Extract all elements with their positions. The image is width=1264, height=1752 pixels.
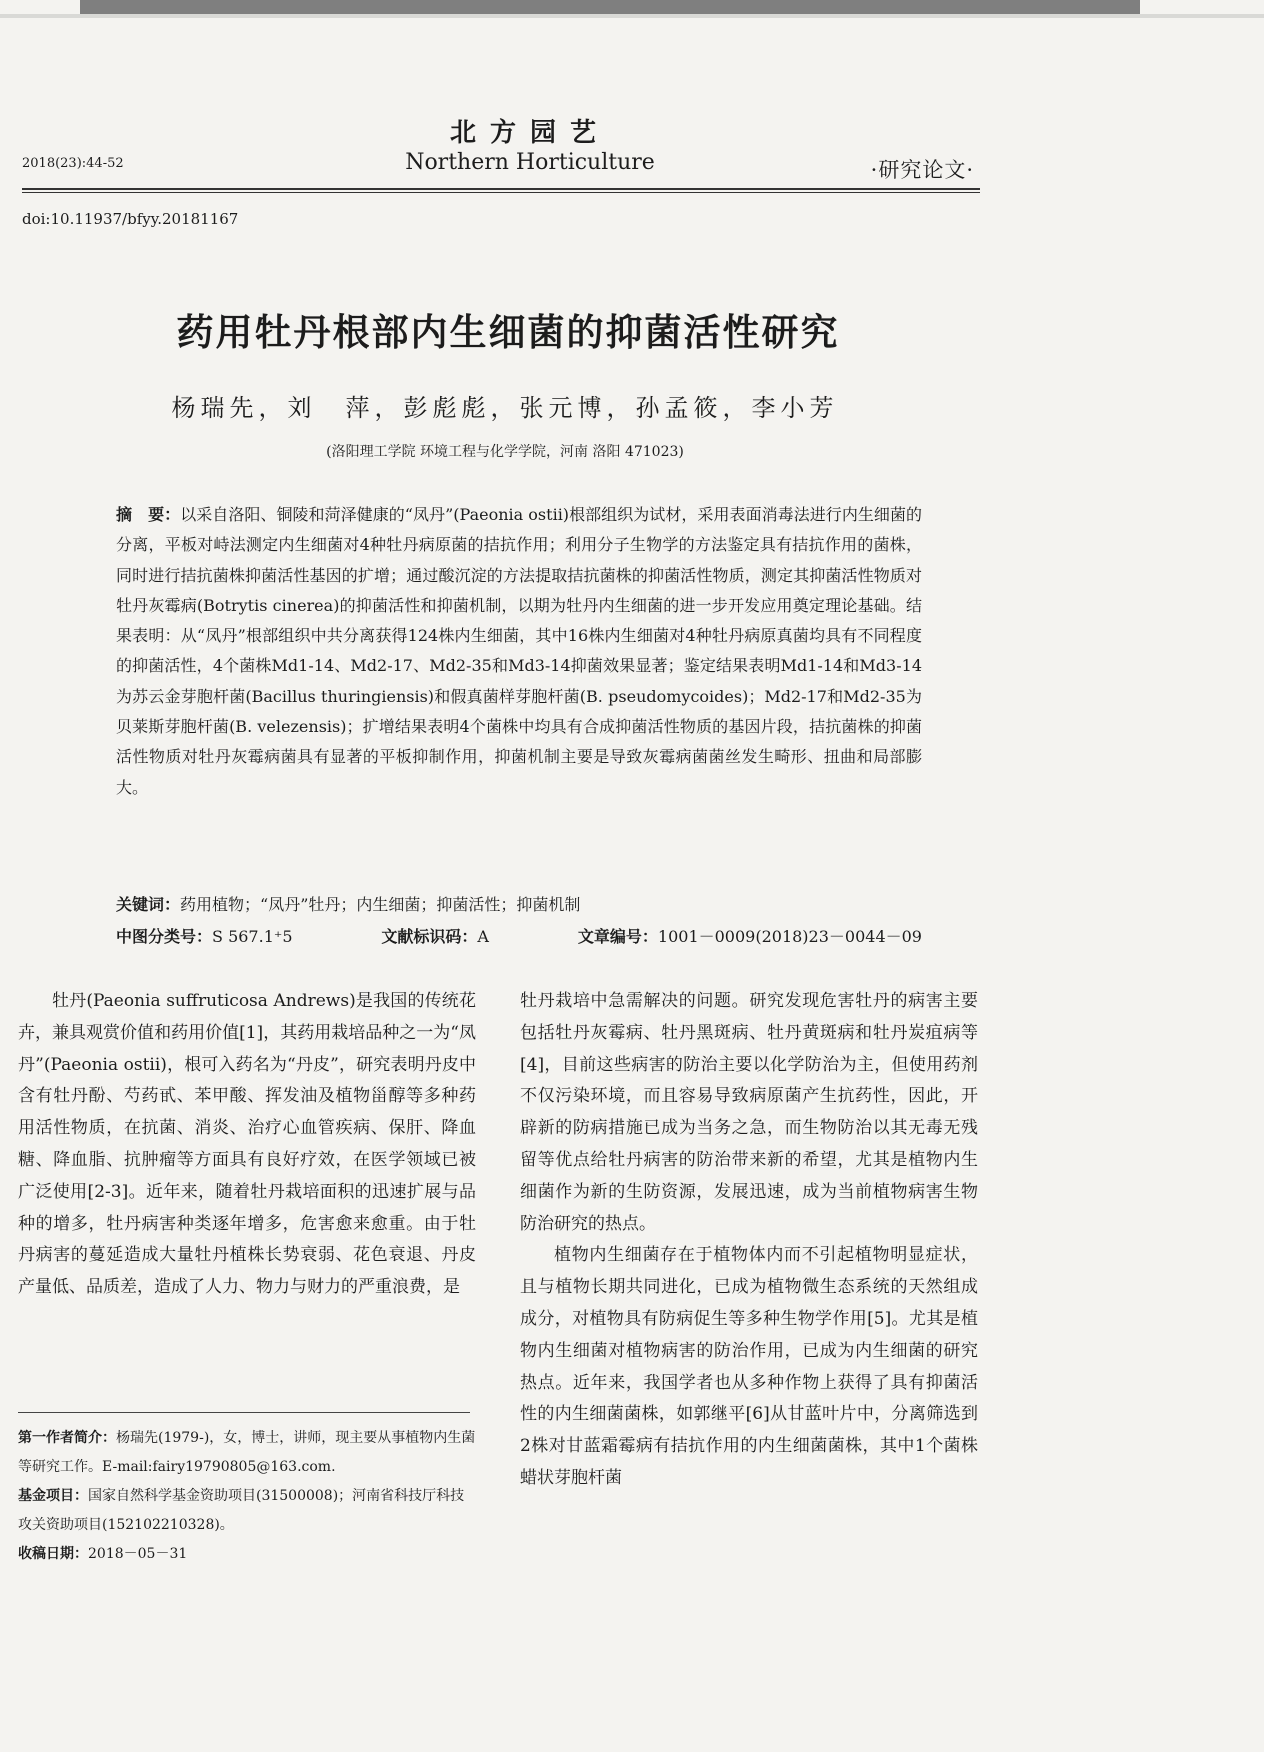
- footnote-date-text: 2018－05－31: [88, 1546, 188, 1562]
- journal-name-en: Northern Horticulture: [405, 150, 655, 175]
- article-no-label: 文章编号：: [577, 927, 658, 946]
- body-paragraph-continued: 牡丹栽培中急需解决的问题。研究发现危害牡丹的病害主要包括牡丹灰霉病、牡丹黑斑病、牡丹黄斑病和牡丹炭疽病等[4]，目前这些病害的防治主要以化学防治为主，但使用药剂不仅污染环境，而且容易导致病原菌产生抗药性，因此，开辟新的防病措施已成为当务之急，而生物防治以其无毒无残留等优点给牡丹病害的防治带来新的希望，尤其是植物内生细菌作为新的生防资源，发展迅速，成为当前植物病害生物防治研究的热点。: [520, 991, 978, 1234]
- footnotes: [18, 1424, 476, 1569]
- keywords-text: 药用植物；“凤丹”牡丹；内生细菌；抑菌活性；抑菌机制: [180, 895, 581, 914]
- clc-label: 中图分类号：: [116, 927, 213, 946]
- doc-code-group: [381, 924, 489, 947]
- journal-name-cn: 北方园艺: [449, 118, 610, 148]
- body-paragraph: 植物内生细菌存在于植物体内而不引起植物明显症状，且与植物长期共同进化，已成为植物微生态系统的天然组成成分，对植物具有防病促生等多种生物学作用[5]。尤其是植物内生细菌对植物病害的防治作用，已成为内生细菌的研究热点。近年来，我国学者也从多种作物上获得了具有抑菌活性的内生细菌菌株，如郭继平[6]从甘蓝叶片中，分离筛选到2株对甘蓝霜霉病有拮抗作用的内生细菌菌株，其中1个菌株蜡状芽胞杆菌: [520, 1245, 978, 1488]
- footnote-date-label: 收稿日期：: [18, 1546, 88, 1562]
- affiliation: (洛阳理工学院 环境工程与化学学院，河南 洛阳 471023): [326, 444, 684, 460]
- footnote-author: [18, 1424, 476, 1482]
- body-column-right: [520, 986, 978, 1495]
- abstract-text: 以采自洛阳、铜陵和菏泽健康的“凤丹”(Paeonia ostii)根部组织为试材，采用表面消毒法进行内生细菌的分离，平板对峙法测定内生细菌对4种牡丹病原菌的拮抗作用；利用分子生物学的方法鉴定具有拮抗作用的菌株，同时进行拮抗菌株抑菌活性基因的扩增；通过酸沉淀的方法提取拮抗菌株的抑菌活性物质，测定其抑菌活性物质对牡丹灰霉病(Botrytis cinerea)的抑菌活性和抑菌机制，以期为牡丹内生细菌的进一步开发应用奠定理论基础。结果表明：从“凤丹”根部组织中共分离获得124株内生细菌，其中16株内生细菌对4种牡丹病原真菌均具有不同程度的抑菌活性，4个菌株Md1-14、Md2-17、Md2-35和Md3-14抑菌效果显著；鉴定结果表明Md1-14和Md3-14为苏云金芽胞杆菌(Bacillus thuringiensis)和假真菌样芽胞杆菌(B. pseudomycoides)；Md2-17和Md2-35为贝莱斯芽胞杆菌(B. velezensis)；扩增结果表明4个菌株中均具有合成抑菌活性物质的基因片段，拮抗菌株的抑菌活性物质对牡丹灰霉病菌具有显著的平板抑制作用，抑菌机制主要是导致灰霉病菌菌丝发生畸形、扭曲和局部膨大。: [116, 505, 922, 797]
- clc-group: [116, 924, 293, 947]
- doc-code-value: A: [477, 927, 489, 946]
- body-column-left: [18, 986, 476, 1304]
- article-no-group: [578, 924, 922, 947]
- section-tag: ·研究论文·: [870, 158, 974, 182]
- abstract-label: 摘 要：: [116, 505, 181, 524]
- footnote-fund-label: 基金项目：: [18, 1488, 88, 1504]
- clc-value: S 567.1⁺5: [212, 927, 293, 946]
- classification-line: [116, 924, 922, 947]
- header-rule: [22, 188, 980, 190]
- author-list: 杨瑞先，刘 萍，彭彪彪，张元博，孙孟筱，李小芳: [171, 394, 839, 422]
- footnote-author-text: 杨瑞先(1979-)，女，博士，讲师，现主要从事植物内生菌等研究工作。E-mail:fairy19790805@163.com.: [18, 1430, 476, 1475]
- issue-info: 2018(23):44-52: [22, 156, 124, 171]
- article-no-value: 1001－0009(2018)23－0044－09: [657, 927, 922, 946]
- body-paragraph: 牡丹(Paeonia suffruticosa Andrews)是我国的传统花卉，兼具观赏价值和药用价值[1]，其药用栽培品种之一为“凤丹”(Paeonia ostii)，根可入药名为“丹皮”，研究表明丹皮中含有牡丹酚、芍药甙、苯甲酸、挥发油及植物甾醇等多种药用活性物质，在抗菌、消炎、治疗心血管疾病、保肝、降血糖、降血脂、抗肿瘤等方面具有良好疗效，在医学领域已被广泛使用[2-3]。近年来，随着牡丹栽培面积的迅速扩展与品种的增多，牡丹病害种类逐年增多，危害愈来愈重。由于牡丹病害的蔓延造成大量牡丹植株长势衰弱、花色衰退、丹皮产量低、品质差，造成了人力、物力与财力的严重浪费，是: [18, 991, 476, 1298]
- keywords: [116, 892, 922, 915]
- header-rule-thin: [22, 192, 980, 193]
- footnote-author-label: 第一作者简介：: [18, 1430, 116, 1446]
- footnote-rule: [18, 1412, 470, 1413]
- doi[interactable]: doi:10.11937/bfyy.20181167: [22, 210, 239, 228]
- footnote-fund-text: 国家自然科学基金资助项目(31500008)；河南省科技厅科技攻关资助项目(152102210328)。: [18, 1488, 465, 1533]
- footnote-date: [18, 1540, 476, 1569]
- keywords-label: 关键词：: [116, 895, 181, 914]
- article-title: 药用牡丹根部内生细菌的抑菌活性研究: [176, 311, 840, 354]
- scan-edge-shadow: [0, 14, 1264, 18]
- doc-code-label: 文献标识码：: [381, 927, 478, 946]
- scan-edge-bar: [80, 0, 1140, 14]
- footnote-fund: [18, 1482, 476, 1540]
- abstract: [116, 500, 922, 803]
